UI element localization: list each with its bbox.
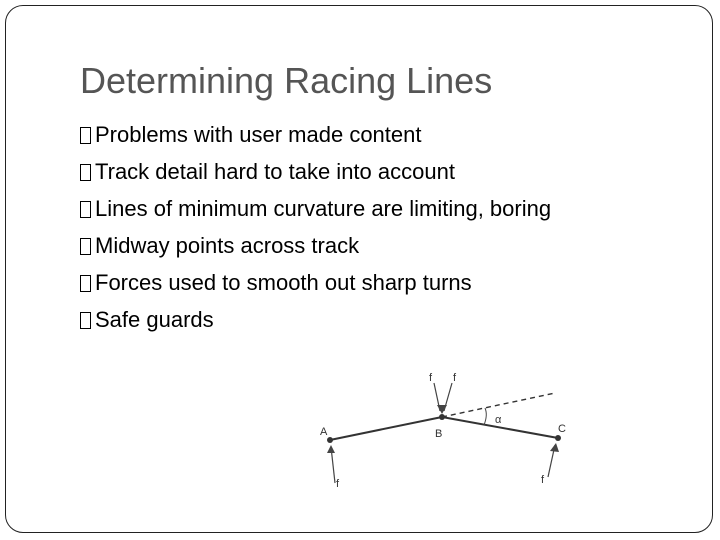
point-b-marker [439, 414, 445, 420]
bullet-text: Track detail hard to take into account [95, 159, 455, 184]
bullet-item [80, 190, 551, 227]
force-c-arrowhead [550, 443, 559, 452]
bullet-item [80, 301, 551, 338]
segment-ab-line [330, 417, 442, 440]
bullet-box-icon [80, 127, 91, 144]
bullet-text: Forces used to smooth out sharp turns [95, 270, 472, 295]
bullet-item [80, 116, 551, 153]
force-a-label: f [336, 478, 340, 490]
bullet-item [80, 153, 551, 190]
bullet-box-icon [80, 275, 91, 292]
force-b-right-label: f [453, 372, 457, 384]
point-c-marker [555, 435, 561, 441]
bullet-box-icon [80, 238, 91, 255]
bullet-box-icon [80, 312, 91, 329]
bullet-item [80, 264, 551, 301]
force-a-arrowhead [327, 445, 335, 453]
bullet-text: Safe guards [95, 307, 214, 332]
slide-title: Determining Racing Lines [80, 60, 493, 101]
racing-line-diagram [280, 365, 600, 495]
bullet-list [80, 116, 551, 338]
angle-label: α [495, 414, 502, 426]
bullet-box-icon [80, 201, 91, 218]
bullet-text: Lines of minimum curvature are limiting, boring [95, 196, 552, 221]
point-b-label: B [435, 428, 443, 440]
bullet-text: Midway points across track [95, 233, 360, 258]
bullet-item [80, 227, 551, 264]
point-a-marker [327, 437, 333, 443]
bullet-text: Problems with user made content [95, 122, 422, 147]
force-c-label: f [541, 474, 545, 486]
force-b-left-label: f [429, 372, 433, 384]
point-c-label: C [558, 423, 566, 435]
point-a-label: A [320, 426, 328, 438]
force-b-arrowhead [437, 405, 447, 414]
angle-arc [484, 408, 486, 425]
bullet-box-icon [80, 164, 91, 181]
